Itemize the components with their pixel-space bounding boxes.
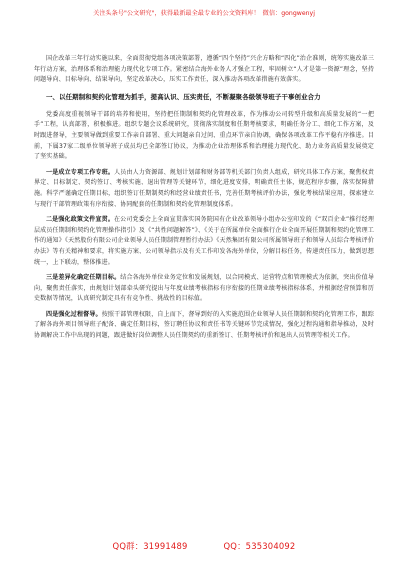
wechat-contact: 微信：gongwenyj — [262, 10, 315, 17]
measure-3-lead: 三是差异化确定任期目标。 — [46, 274, 121, 282]
measure-3-paragraph — [34, 273, 374, 305]
party-committee-paragraph: 党委高度重视领导干部的培养和使用，坚持把任期制和契约化管理改革，作为推动公司转型升级和高质量发展的“一把手”工程，认真部署，积极推进。组织专题会议系统研究，贯彻落实制度和任期考核要求，明确任务分工、细化工作方案，及时跟进督导，主要领导做到重要工作亲自部署、重大问题亲自过问、重点环节亲自协调，确保各项改革工作平稳有序推进。目前，下属37家二级单位领导班子成员均已全部签订协议，为推动企业治理体系和治理能力现代化、助力业务高质量发展奠定了坚实基础。 — [34, 110, 374, 161]
document-body — [34, 54, 374, 347]
measure-1-text: 人员由人力资源部、规划计划部和财务部等机关部门负责人组成，研究具体工作方案，聚焦权责界定、目标制定、契约签订、考核实施、退出管理等关键环节，细化进度安排，明确责任主体，规范程序步骤，落实保障措施。科学严谨确定任期目标，组织签订任期制契约和经营业绩责任书，完善任期考核评价办法，强化考核结果应用，探索建立与现行干部管理政策有序衔接、协同配套的任期制和契约化管理制度体系。 — [34, 168, 374, 208]
promo-text: 关注头条号"公文研究"，获得最新最全最专业的公文资料库！ — [93, 10, 260, 17]
measure-2-text: 在公司党委会上全面宣贯落实国务院国有企业改革领导小组办公室印发的《“双百企业”推行经理层成员任期制和契约化管理操作指引》及《“共性问题解答”》、《关于在所属单位全面推行企业全面开展任期制和契约化管理工作的通知》《天然股份有限公司企业领导人员任期制管理暂行办法》《天然集团有限公司所属领导班子和领导人员综合考核评价办法》等有关精神和要求，将实施方案、公司领导指示及有关工作印发各海外单位，分解目标任务，传递责任压力，做到思想统一，上下联动，整体推进。 — [34, 216, 374, 266]
measure-4-lead: 四是强化过程督导。 — [46, 310, 102, 318]
qq-number: QQ：535304092 — [223, 541, 296, 551]
intro-paragraph: 国企改革三年行动实施以来，全面贯彻党组各项决策部署，遵循“四个坚持”兴企方略和“四化”治企准则，统筹实施改革三年行动方案，治理体系和治理能力现代化专项工作。紧密结合海外业务人才强企工程，牢固树立“人才是第一资源”理念，坚持问题导向、目标导向、结果导向，坚定改革决心，压实工作责任，深入推动各项改革措施有效落实。 — [34, 55, 374, 84]
measure-2-paragraph — [34, 215, 374, 268]
measure-4-paragraph — [34, 310, 374, 342]
contact-footer — [0, 540, 408, 552]
measure-1-paragraph — [34, 168, 374, 210]
section-heading-1: 一、以任期制和契约化管理为抓手，提高认识、压实责任，不断凝聚各级领导班子干事创业合力 — [46, 92, 321, 101]
measure-4-text: 按照干部管理权限，自上而下，督导到好的入实施范围企业领导人员任期制和契约化管理工作，跟踪了解各海外项目领导班子配备、确定任期目标，签订聘任协议和责任书等关键环节完成情况，强化过程沟通和指导推动，及时协调解决工作中出现的问题，跟进做好岗位调整人员任期契约的重新签订、任期考核评价和退出人员管理等相关工作。 — [34, 310, 374, 340]
measure-3-text: 结合各海外单位业务定位和发展规划，以合同模式、运营特点和管理模式为依据，突出价值导向，聚焦责任落实，由规划计划部牵头研究提出与年度业绩考核指标有序衔接的任期业绩考核指标体系，并根据经营预算和历史数据等情况，认真研究制定具有有竞争性、挑战性的目标值。 — [34, 274, 374, 303]
measure-2-lead: 二是强化政策文件宣贯。 — [46, 216, 114, 224]
top-promo-banner — [0, 10, 408, 18]
measure-1-lead: 一是成立专项工作专班。 — [46, 168, 115, 176]
qq-group-number: QQ群：31991489 — [112, 541, 188, 551]
